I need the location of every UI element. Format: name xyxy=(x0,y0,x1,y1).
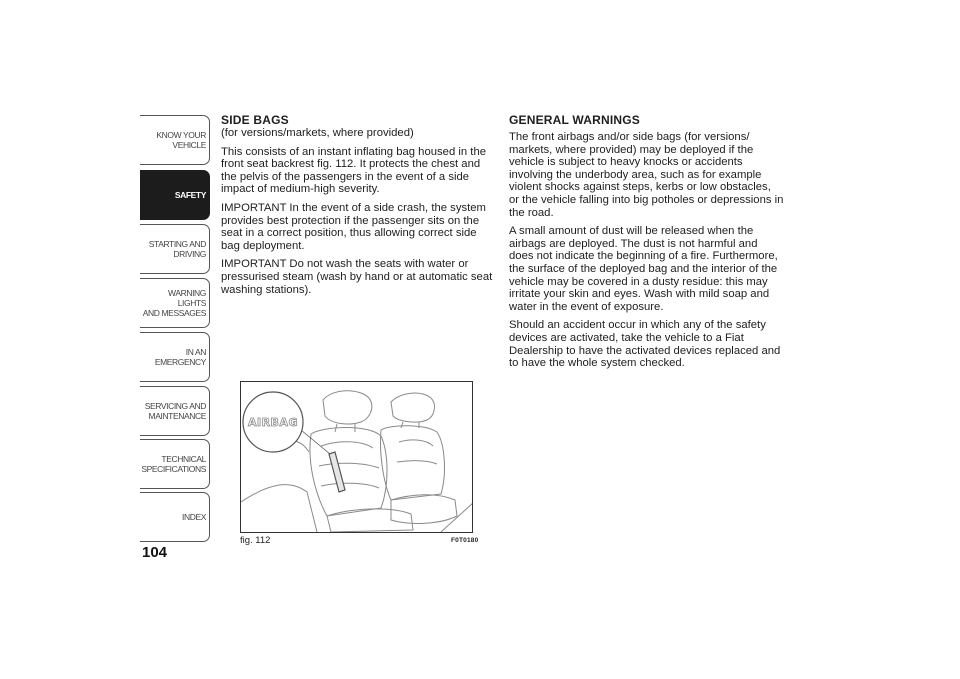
section-heading: SIDE BAGS xyxy=(221,113,289,127)
tab-warning-lights[interactable] xyxy=(140,278,210,328)
tab-safety[interactable] xyxy=(140,170,210,220)
section-heading: GENERAL WARNINGS xyxy=(509,113,640,127)
tab-know-your-vehicle[interactable] xyxy=(140,115,210,165)
paragraph: A small amount of dust will be released when the airbags are deployed. The dust is not harmful and does not indicate the beginning of a fire. Furthermore, the surface of the deployed bag and the interior of the vehicle may be covered in a dusty residue: this may irritate your skin and eyes. Wash with mild soap and water in the event of exposure. xyxy=(509,225,778,313)
tab-index[interactable] xyxy=(140,492,210,542)
tab-label: STARTING AND DRIVING xyxy=(148,239,206,259)
tab-label: KNOW YOUR VEHICLE xyxy=(156,130,206,150)
tab-starting-and-driving[interactable] xyxy=(140,224,210,274)
general-warnings-section xyxy=(509,114,784,376)
tab-label: TECHNICAL SPECIFICATIONS xyxy=(141,454,206,474)
paragraph: IMPORTANT In the event of a side crash, the system provides best protection if the passenger sits on the seat in a correct position, thus allowing correct side bag deployment. xyxy=(221,201,486,252)
paragraph: This consists of an instant inflating bag housed in the front seat backrest fig. 112. It protects the chest and the pelvis of the passengers in the event of a side impact of medium-high severity. xyxy=(221,145,487,196)
paragraph: The front airbags and/or side bags (for versions/ markets, where provided) may be deployed if the vehicle is subject to heavy knocks or accidents involving the underbody area, such as for example violent shocks against steps, kerbs or low obstacles, or the vehicle falling into big potholes or depressions in the road. xyxy=(509,131,784,219)
figure-code: F0T0180 xyxy=(451,537,479,544)
tab-label: SERVICING AND MAINTENANCE xyxy=(144,401,206,421)
tab-label: IN AN EMERGENCY xyxy=(154,347,206,367)
paragraph: IMPORTANT Do not wash the seats with water or pressurised steam (wash by hand or at automatic seat washing stations). xyxy=(221,258,493,296)
section-subtitle: (for versions/markets, where provided) xyxy=(221,127,414,139)
figure-caption: fig. 112 xyxy=(240,535,271,546)
paragraph: Should an accident occur in which any of the safety devices are activated, take the vehicle to a Fiat Dealership to have the activated devices replaced and to have the whole system checked. xyxy=(509,319,781,370)
tab-label: SAFETY xyxy=(174,190,206,200)
seat-airbag-illustration xyxy=(240,381,473,533)
tab-technical-specifications[interactable] xyxy=(140,439,210,489)
tab-label: INDEX xyxy=(182,512,206,522)
airbag-label: AIRBAG xyxy=(247,416,299,429)
tab-label: WARNING LIGHTS AND MESSAGES xyxy=(142,288,206,318)
side-bags-section xyxy=(221,114,496,302)
page-number: 104 xyxy=(142,544,168,561)
tab-servicing-and-maintenance[interactable] xyxy=(140,386,210,436)
airbag-module xyxy=(329,452,345,492)
tab-in-an-emergency[interactable] xyxy=(140,332,210,382)
seat-drawing xyxy=(241,382,473,533)
